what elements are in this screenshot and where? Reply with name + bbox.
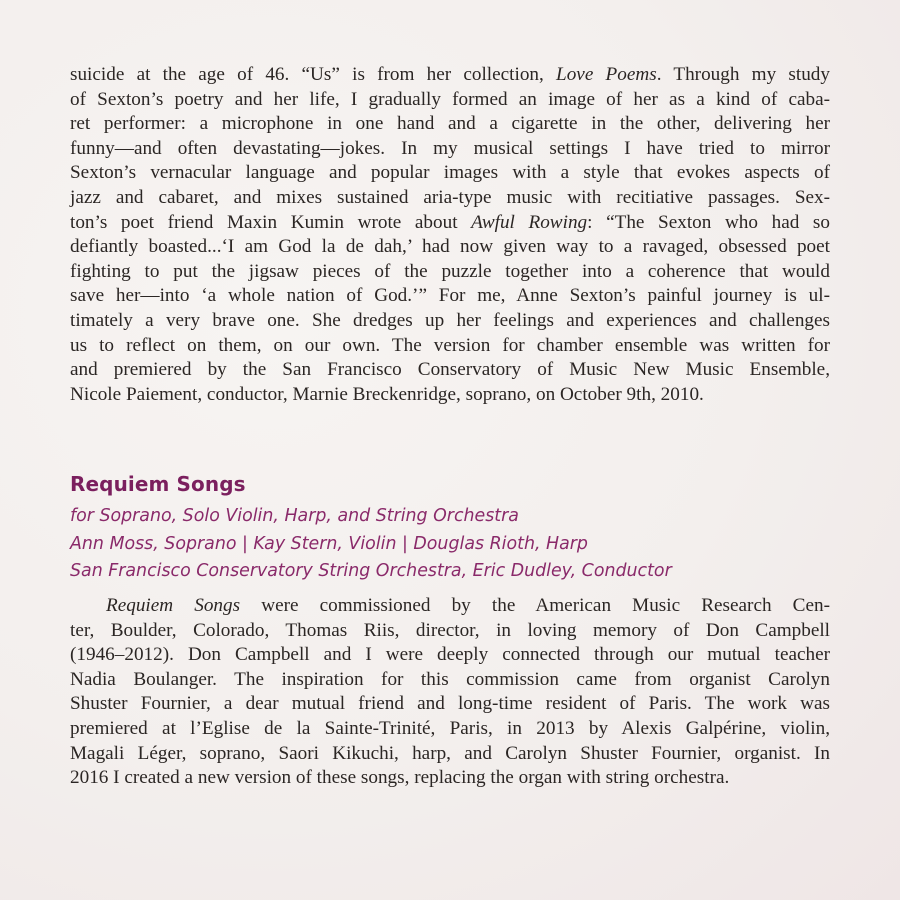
text-line: defiantly boasted...‘I am God la de dah,’ had now given way to a ravaged, obsessed poet [70, 236, 830, 258]
instrumentation-line: for Soprano, Solo Violin, Harp, and String Orchestra [70, 506, 519, 526]
text-line: premiered at l’Eglise de la Sainte-Trinité, Paris, in 2013 by Alexis Galpérine, violin, [70, 717, 830, 739]
text-line: Magali Léger, soprano, Saori Kikuchi, harp, and Carolyn Shuster Fournier, organist. In [70, 742, 830, 764]
ensemble-line: San Francisco Conservatory String Orchestra, Eric Dudley, Conductor [70, 561, 672, 581]
text-line: suicide at the age of 46. “Us” is from her collection, Love Poems. Through my study [70, 64, 830, 85]
section-title: Requiem Songs [70, 472, 246, 496]
italic-title: Requiem Songs [106, 595, 241, 616]
text-line: ton’s poet friend Maxin Kumin wrote about Awful Rowing: “The Sexton who had so [70, 211, 830, 233]
text-line: 2016 I created a new version of these songs, replacing the organ with string orchestra. [70, 767, 730, 789]
text-line: ter, Boulder, Colorado, Thomas Riis, director, in loving memory of Don Campbell [70, 619, 830, 641]
text-line: save her—into ‘a whole nation of God.’” For me, Anne Sexton’s painful journey is ul- [70, 285, 830, 307]
text-line: timately a very brave one. She dredges up her feelings and experiences and challenges [70, 309, 830, 331]
text-line: Nicole Paiement, conductor, Marnie Breckenridge, soprano, on October 9th, 2010. [70, 383, 704, 405]
text-line: Nadia Boulanger. The inspiration for this commission came from organist Carolyn [70, 668, 830, 690]
text-line: funny—and often devastating—jokes. In my musical settings I have tried to mirror [70, 137, 830, 159]
program-note-paragraph-requiem [70, 594, 830, 791]
text-line: (1946–2012). Don Campbell and I were deeply connected through our mutual teacher [70, 644, 830, 666]
text-line: us to reflect on them, on our own. The version for chamber ensemble was written for [70, 334, 830, 356]
text-line: of Sexton’s poetry and her life, I gradually formed an image of her as a kind of caba- [70, 88, 830, 110]
text-line: fighting to put the jigsaw pieces of the puzzle together into a coherence that would [70, 260, 830, 282]
text-line: and premiered by the San Francisco Conservatory of Music New Music Ensemble, [70, 359, 830, 381]
italic-title: Awful Rowing [471, 211, 588, 233]
italic-title: Love Poems [556, 64, 657, 85]
text-line: jazz and cabaret, and mixes sustained aria-type music with recitiative passages. Sex- [70, 186, 830, 208]
text-line: Requiem Songs were commissioned by the American Music Research Cen- [106, 595, 830, 616]
text-line: ret performer: a microphone in one hand and a cigarette in the other, delivering her [70, 113, 830, 135]
program-note-paragraph-us [70, 63, 830, 407]
text-line: Sexton’s vernacular language and popular images with a style that evokes aspects of [70, 162, 830, 184]
text-line: Shuster Fournier, a dear mutual friend and long-time resident of Paris. The work was [70, 693, 830, 715]
section-credits [70, 503, 672, 586]
soloists-line: Ann Moss, Soprano | Kay Stern, Violin | Douglas Rioth, Harp [70, 533, 588, 554]
